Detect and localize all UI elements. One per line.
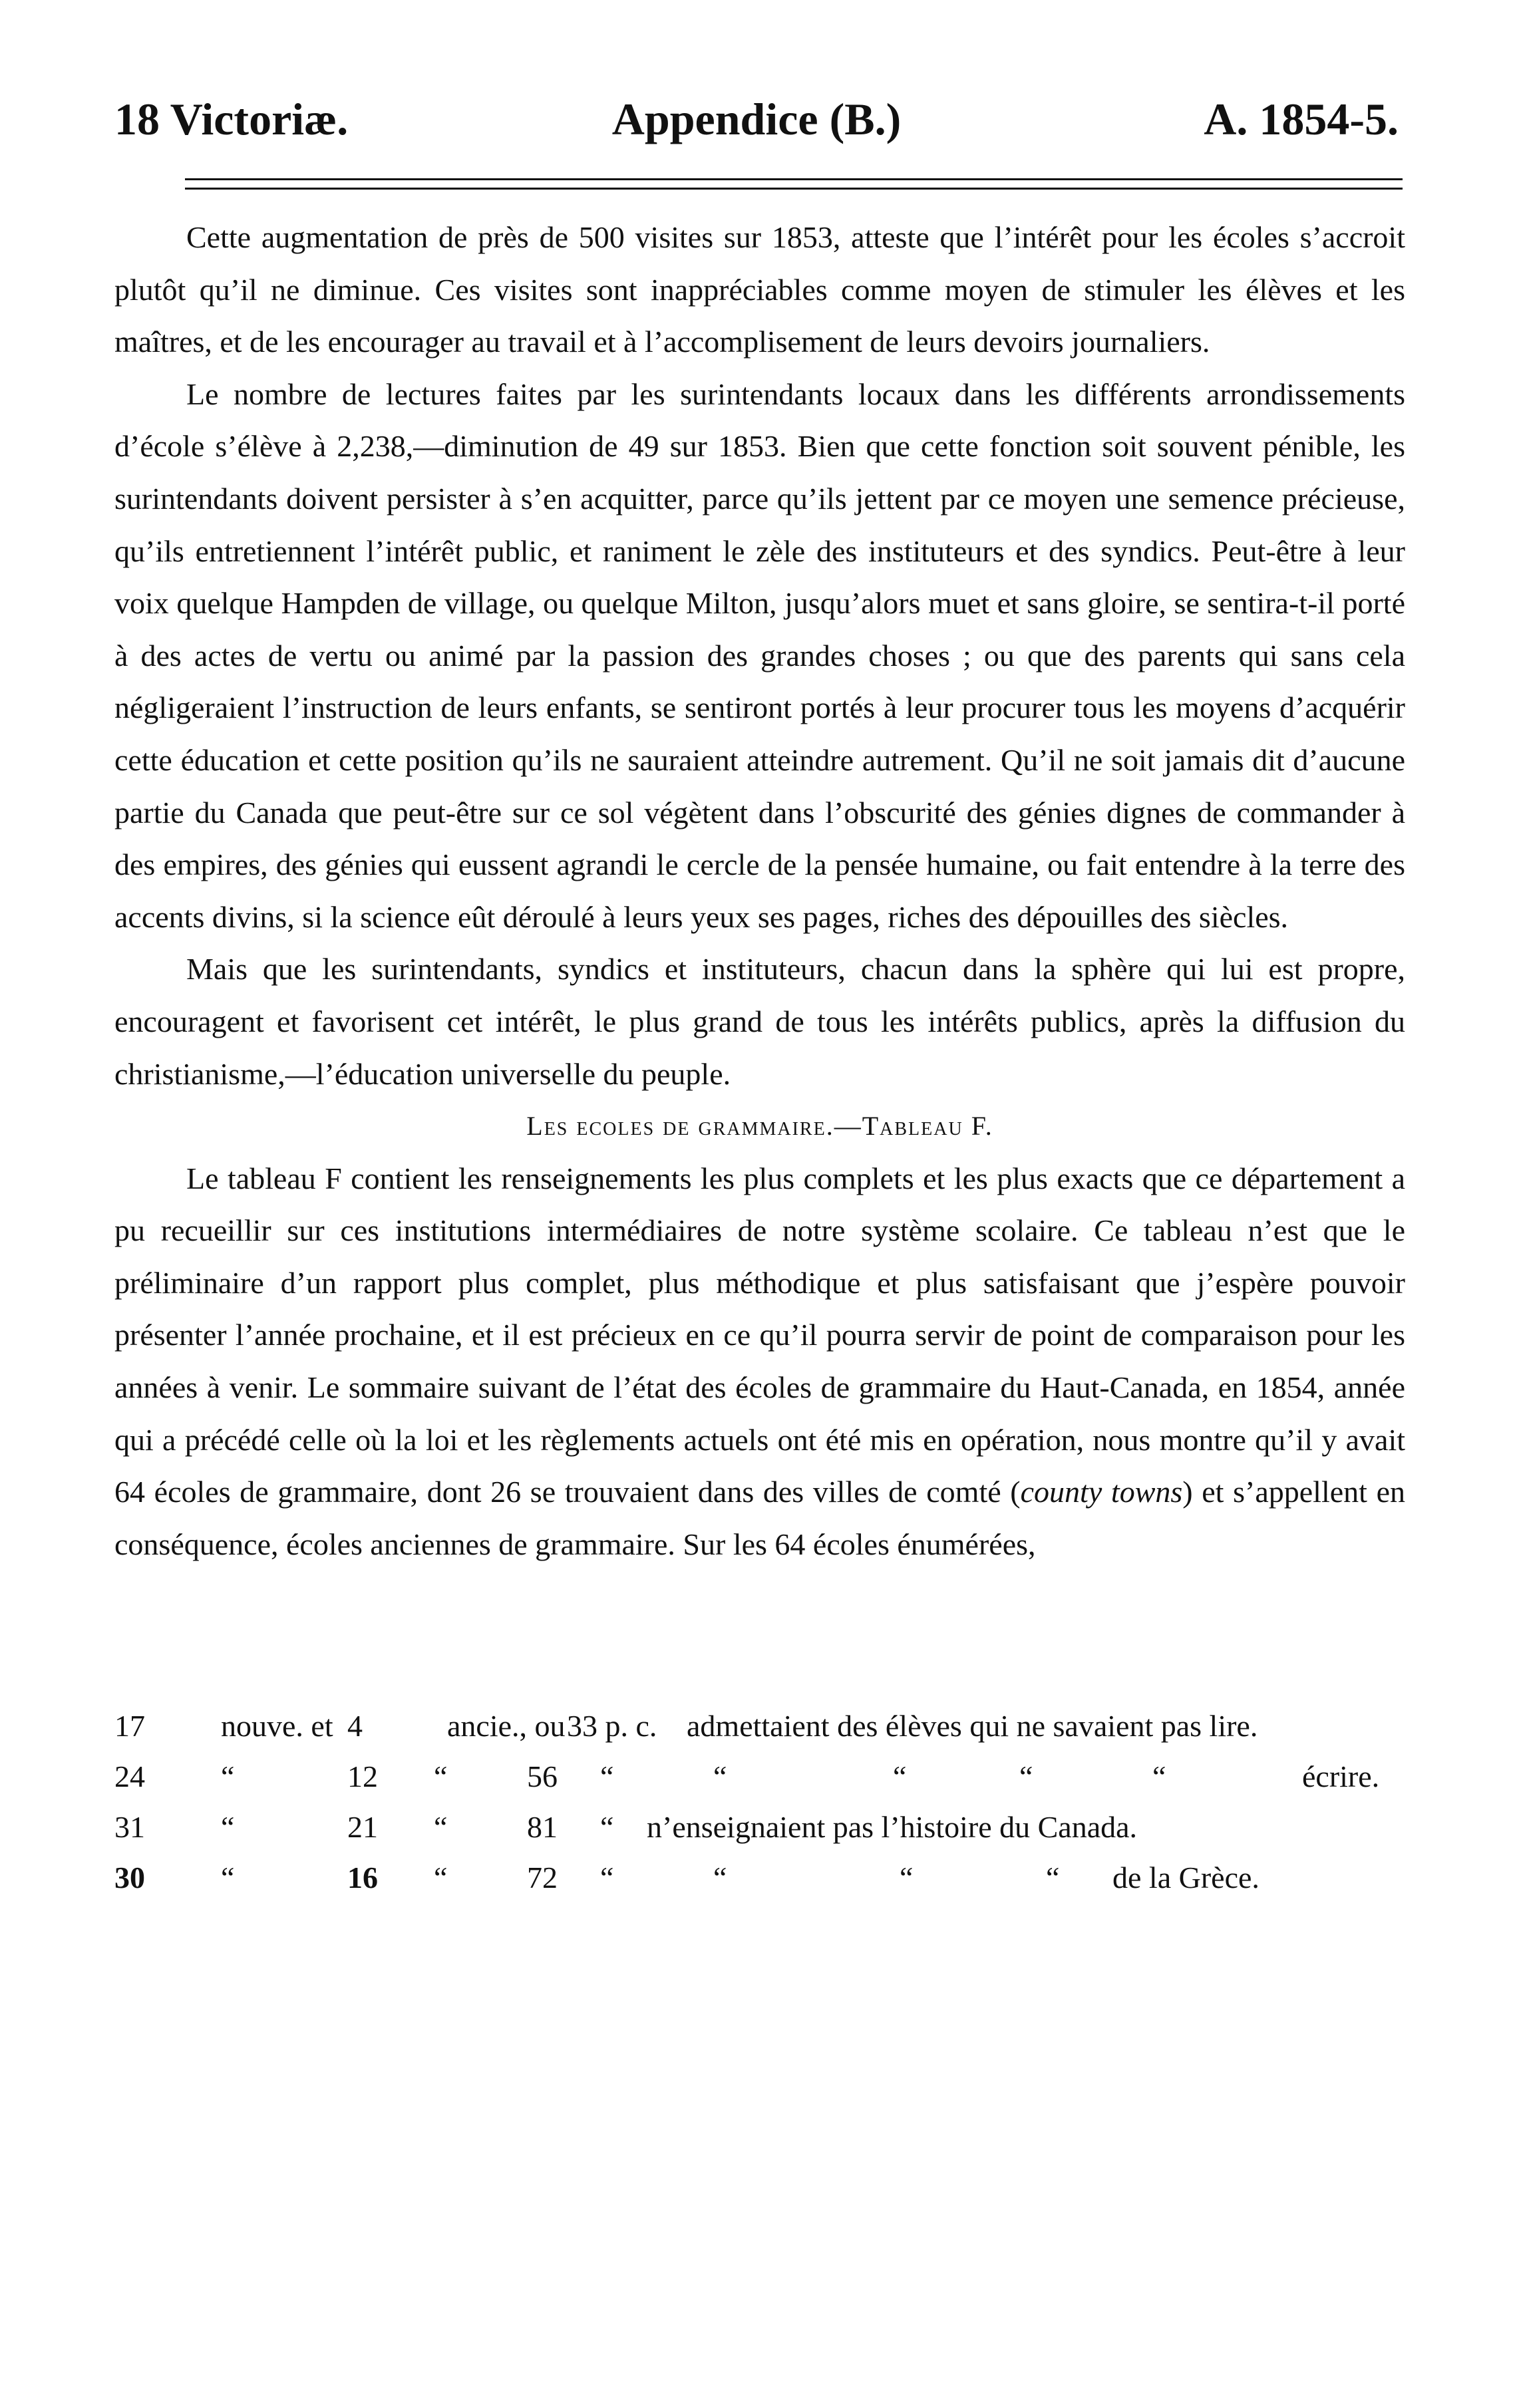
ditto-mark: “ [221,1759,235,1793]
paragraph-interest: Mais que les surintendants, syndics et instituteurs, chacun dans la sphère qui lui est propre, encouragent et favorisent cet intérêt, le plus grand de tous les intérêts publics, après la diffusion du christianisme,—l’éducation universelle du peuple. [114,952,1405,1091]
paragraph-visits: Cette augmentation de près de 500 visites sur 1853, atteste que l’intérêt pour les écoles s’accroit plutôt qu’il ne diminue. Ces visites sont inappréciables comme moyen de stimuler les élèves et les maîtres, et de les encourager au travail et à l’accomplisement de leurs devoirs journaliers. [114,220,1405,359]
ditto-mark: “ [713,1861,727,1894]
ditto-mark: “ [434,1861,448,1894]
stat-percent: 72 [527,1861,558,1894]
ditto-mark: “ [1046,1861,1060,1894]
stat-old-count: 21 [347,1810,378,1844]
stat-percent: 33 p. c. [567,1709,657,1743]
stat-old-count: 4 [347,1709,363,1743]
stat-new-count: 31 [114,1810,145,1844]
stat-row-greece-history [114,1860,1405,1910]
ditto-mark: “ [1152,1759,1166,1793]
stat-row-reading [114,1708,1405,1759]
stat-new-count: 17 [114,1709,145,1743]
ditto-mark: “ [600,1759,614,1793]
stat-row-canada-history [114,1809,1405,1860]
stat-old-count: 12 [347,1759,378,1793]
ditto-mark: “ [893,1759,907,1793]
paragraph-lectures: Le nombre de lectures faites par les surintendants locaux dans les différents arrondissements d’école s’élève à 2,238,—diminution de 49 sur 1853. Bien que cette fonction soit souvent pénible, les surintendants doivent persister à s’en acquitter, parce qu’ils jettent par ce moyen une semence précieuse, qu’ils entretiennent l’intérêt public, et raniment le zèle des instituteurs et des syndics. Peut-être à leur voix quelque Hampden de village, ou quelque Milton, jusqu’alors muet et sans gloire, se sentira-t-il porté à des actes de vertu ou animé par la passion des grandes choses ; ou que des parents qui sans cela négligeraient l’instruction de leurs enfants, se sentiront portés à leur procurer tous les moyens d’acquérir cette éducation et cette position qu’ils ne sauraient atteindre autrement. Qu’il ne soit jamais dit d’aucune partie du Canada que peut-être sur ce sol végètent dans l’obscurité des génies dignes de commander à des empires, des génies qui eussent agrandi le cercle de la pensée humaine, ou fait entendre à la terre des accents divins, si la science eût déroulé à leurs yeux ses pages, riches des dépouilles des siècles. [114,376,1405,934]
header-rule-top [185,178,1403,180]
stat-description: admettaient des élèves qui ne savaient pas lire. [687,1709,1258,1743]
stat-new-label: nouve. et [221,1709,333,1743]
header-session: 18 Victoriæ. [114,94,349,144]
ditto-mark: “ [434,1810,448,1844]
stat-old-label: ancie., ou [447,1709,566,1743]
ditto-mark: “ [434,1759,448,1793]
stat-old-count: 16 [347,1861,378,1894]
ditto-mark: “ [900,1861,914,1894]
running-header [114,93,1399,166]
ditto-mark: “ [600,1810,614,1844]
stat-new-count: 24 [114,1759,145,1793]
statistics-table [114,1708,1405,1910]
grammar-text-italic: county towns [1020,1475,1183,1509]
stat-percent: 56 [527,1759,558,1793]
stat-new-count: 30 [114,1861,145,1894]
ditto-mark: “ [221,1861,235,1894]
stat-tail: de la Grèce. [1112,1861,1260,1894]
ditto-mark: “ [1019,1759,1033,1793]
stat-percent: 81 [527,1810,558,1844]
section-heading: Les ecoles de grammaire.—Tableau F. [526,1111,993,1141]
ditto-mark: “ [600,1861,614,1894]
header-year: A. 1854-5. [1204,94,1399,144]
ditto-mark: “ [221,1810,235,1844]
header-rule-bottom [185,188,1403,190]
paragraph-grammar-schools [114,1153,1405,1571]
stat-tail: écrire. [1302,1759,1380,1793]
grammar-text-before: Le tableau F contient les renseignements les plus complets et les plus exacts que ce département a pu recueillir sur ces institutions intermédiaires de notre système scolaire. Ce tableau n’est que le préliminaire d’un rapport plus complet, plus méthodique et plus satisfaisant que j’espère pouvoir présenter l’année prochaine, et il est précieux en ce qu’il pourra servir de point de comparaison pour les années à venir. Le sommaire suivant de l’état des écoles de grammaire du Haut-Canada, en 1854, année qui a précédé celle où la loi et les règlements actuels ont été mis en opération, nous montre qu’il y avait 64 écoles de grammaire, dont 26 se trouvaient dans des villes de comté ( [114,1161,1405,1509]
stat-row-writing [114,1759,1405,1809]
main-text [114,212,1405,1571]
ditto-mark: “ [713,1759,727,1793]
grammar-text-after: ) et s’appellent en conséquence, écoles anciennes de grammaire. Sur les 64 écoles énumérées, [114,1475,1405,1561]
header-title: Appendice (B.) [611,94,902,144]
stat-description: n’enseignaient pas l’histoire du Canada. [647,1810,1138,1844]
